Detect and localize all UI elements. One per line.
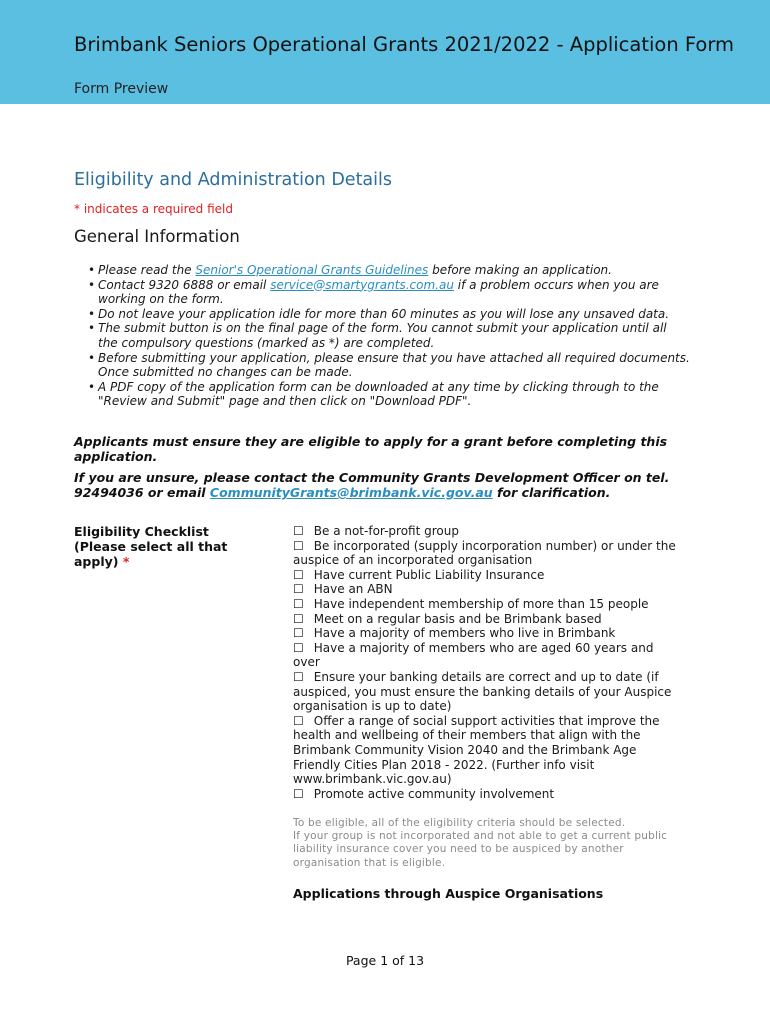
checklist-option-label: Have a majority of members who live in Brimbank: [313, 626, 616, 641]
checkbox-icon[interactable]: ☐: [293, 626, 304, 641]
service-email-link[interactable]: service@smartygrants.com.au: [270, 277, 454, 292]
checklist-option[interactable]: [293, 641, 678, 670]
checklist-option[interactable]: [293, 597, 678, 612]
instruction-item: • Contact 9320 6888 or email service@smartygrants.com.au if a problem occurs when you are working on the form.: [90, 278, 690, 307]
contact-note: If you are unsure, please contact the Community Grants Development Officer on tel. 92494036 or email CommunityGrants@brimbank.vic.gov.au for clarification.: [74, 470, 670, 500]
instructions-list: [90, 263, 690, 409]
checklist-option[interactable]: [293, 539, 678, 568]
checkbox-icon[interactable]: ☐: [293, 669, 304, 684]
checklist-option-label: Have a majority of members who are aged 60 years and over: [293, 640, 654, 670]
eligibility-warning: Applicants must ensure they are eligible to apply for a grant before completing this application.: [74, 434, 668, 464]
checkbox-icon[interactable]: ☐: [293, 786, 304, 801]
form-title: Brimbank Seniors Operational Grants 2021/2022 - Application Form: [74, 33, 735, 56]
checklist-option-label: Offer a range of social support activities that improve the health and wellbeing of their members that align with the Brimbank Community Vision 2040 and the Brimbank Age Friendly Cities Plan 2018 - 2022. (Further info visit www.brimbank.vic.gov.au): [293, 713, 660, 787]
checklist-option-label: Be incorporated (supply incorporation number) or under the auspice of an incorporated organisation: [293, 538, 676, 568]
instruction-item: • Do not leave your application idle for more than 60 minutes as you will lose any unsaved data.: [90, 307, 690, 322]
instruction-item: • A PDF copy of the application form can be downloaded at any time by clicking through to the "Review and Submit" page and then click on "Download PDF".: [90, 380, 690, 409]
checkbox-icon[interactable]: ☐: [293, 713, 304, 728]
checkbox-icon[interactable]: ☐: [293, 640, 304, 655]
form-header: [0, 0, 770, 104]
checkbox-icon[interactable]: ☐: [293, 538, 304, 553]
instruction-item: • Please read the Senior's Operational Grants Guidelines before making an application.: [90, 263, 690, 278]
checklist-option[interactable]: [293, 670, 678, 714]
checklist-option-label: Be a not-for-profit group: [313, 524, 459, 538]
section-title: Eligibility and Administration Details: [74, 170, 392, 190]
checklist-option[interactable]: [293, 524, 678, 539]
checklist-option-label: Have current Public Liability Insurance: [313, 567, 545, 582]
checkbox-icon[interactable]: ☐: [293, 567, 304, 582]
page-number: Page 1 of 13: [345, 953, 425, 968]
checklist-option-label: Have an ABN: [313, 582, 393, 597]
eligibility-checklist-label: Eligibility Checklist (Please select all that apply) *: [74, 524, 228, 569]
checklist-option[interactable]: [293, 612, 678, 627]
eligibility-checklist-options: [293, 524, 678, 801]
checklist-help-text: To be eligible, all of the eligibility criteria should be selected. If your group is not incorporated and not able to get a current public liability insurance cover you need to be auspiced by another organisation that is eligible.: [293, 817, 668, 869]
checklist-option[interactable]: [293, 787, 678, 802]
checklist-option[interactable]: [293, 714, 678, 787]
checklist-option[interactable]: [293, 582, 678, 597]
instruction-item: • Before submitting your application, please ensure that you have attached all required documents. Once submitted no changes can be made.: [90, 351, 690, 380]
checkbox-icon[interactable]: ☐: [293, 611, 304, 626]
required-field-note: * indicates a required field: [74, 202, 233, 216]
checkbox-icon[interactable]: ☐: [293, 596, 304, 611]
checklist-option-label: Promote active community involvement: [313, 786, 555, 801]
checklist-option[interactable]: [293, 626, 678, 641]
guidelines-link[interactable]: Senior's Operational Grants Guidelines: [195, 263, 429, 277]
checkbox-icon[interactable]: ☐: [293, 582, 304, 597]
community-grants-email-link[interactable]: CommunityGrants@brimbank.vic.gov.au: [209, 485, 493, 500]
required-marker: *: [122, 554, 130, 569]
checklist-option[interactable]: [293, 568, 678, 583]
auspice-section-heading: Applications through Auspice Organisations: [293, 886, 604, 901]
checkbox-icon[interactable]: ☐: [293, 524, 304, 538]
form-subtitle: Form Preview: [74, 81, 169, 97]
checklist-option-label: Meet on a regular basis and be Brimbank based: [313, 611, 602, 626]
instruction-item: • The submit button is on the final page of the form. You cannot submit your application until all the compulsory questions (marked as *) are completed.: [90, 321, 690, 350]
checklist-option-label: Ensure your banking details are correct and up to date (if auspiced, you must ensure the banking details of your Auspice organisation is up to date): [293, 669, 672, 714]
checklist-option-label: Have independent membership of more than 15 people: [313, 596, 649, 611]
general-information-heading: General Information: [74, 227, 240, 246]
